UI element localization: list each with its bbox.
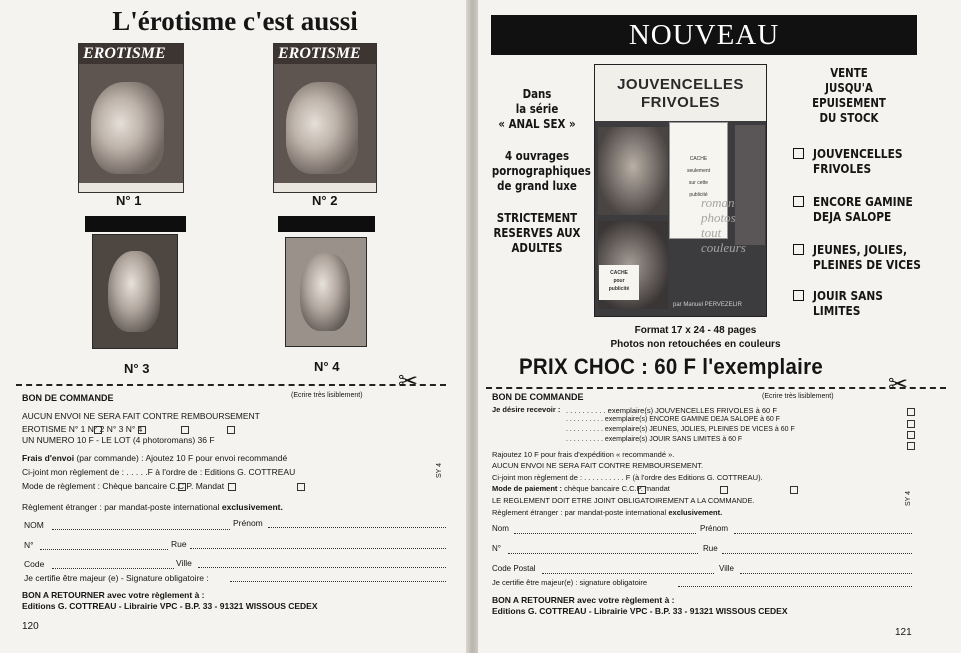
code-field[interactable] (52, 560, 174, 569)
order-checkbox-1[interactable] (907, 408, 915, 416)
foreign-payment-line (22, 502, 283, 512)
order-form-hint: (Ecrire très lisiblement) (762, 393, 834, 400)
checkbox-issue-2[interactable] (138, 426, 146, 434)
shipping-line (22, 453, 287, 463)
right-page (478, 0, 961, 653)
ville-label: Ville (176, 558, 192, 568)
checkbox-issue-4[interactable] (227, 426, 235, 434)
nouveau-banner: NOUVEAU (491, 15, 917, 55)
cover-strip (79, 183, 183, 192)
numero-field[interactable] (40, 541, 168, 550)
shipping-text: (par commande) : Ajoutez 10 F pour envoi recommandé (76, 453, 288, 463)
cut-line (16, 384, 446, 386)
book-cover (594, 64, 767, 317)
rue-field[interactable] (190, 540, 446, 549)
rue-field[interactable] (722, 545, 912, 554)
payment-mode-line: Mode de règlement : Chèque bancaire C.C.P. Mandat (22, 481, 225, 491)
redaction-bar (278, 216, 375, 232)
payment-mode-options: chèque bancaire C.C.P. mandat (564, 484, 670, 493)
return-address-line2: Editions G. COTTREAU - Librairie VPC - B.P. 33 - 91321 WISSOUS CEDEX (492, 606, 788, 616)
certify-label: Je certifie être majeur (e) - Signature obligatoire : (24, 573, 209, 583)
series-pitch: Dans la série « ANAL SEX » (498, 86, 576, 131)
order-checkbox-4[interactable] (907, 442, 915, 450)
cover-erotisme-1 (78, 43, 184, 193)
page-number: 121 (895, 627, 912, 638)
checkbox-ccp[interactable] (720, 486, 728, 494)
works-pitch: 4 ouvrages pornographiques de grand luxe (491, 148, 591, 193)
choice-checkbox[interactable] (793, 290, 804, 301)
rue-label: Rue (703, 544, 718, 553)
cache-sticker: CACHE seulement sur cette publicité (669, 122, 728, 239)
side-code: SY 4 (436, 462, 443, 478)
prenom-field[interactable] (734, 525, 912, 534)
no-cod-notice: AUCUN ENVOI NE SERA FAIT CONTRE REMBOURSEMENT. (492, 461, 704, 470)
wish-label: Je désire recevoir : (492, 405, 561, 414)
cover-photo (91, 82, 164, 174)
attached-payment-line: Ci-joint mon règlement de : . . . . . . . . . . F (à l'ordre des Editions G. COTTREAU). (492, 473, 763, 482)
cover-photo (286, 82, 357, 174)
code-label: Code (24, 559, 45, 569)
photos-note: Photos non retouchées en couleurs (610, 339, 781, 350)
cover-band: EROTISME (79, 44, 183, 64)
order-form-heading: BON DE COMMANDE (22, 393, 114, 403)
book-title (595, 65, 766, 121)
order-line-2: . . . . . . . . . . exemplaire(s) ENCORE GAMINE DEJA SALOPE à 60 F (566, 416, 780, 423)
signature-field[interactable] (230, 573, 446, 582)
nom-label: NOM (24, 520, 44, 530)
scissors-icon: ✂ (888, 371, 909, 398)
return-address-line1: BON A RETOURNER avec votre règlement à : (22, 590, 205, 600)
photo-figure (108, 251, 160, 332)
nom-label: Nom (492, 524, 509, 533)
order-line-4: . . . . . . . . . . exemplaire(s) JOUIR SANS LIMITES à 60 F (566, 436, 743, 443)
ville-field[interactable] (740, 565, 912, 574)
format-line: Format 17 x 24 - 48 pages (634, 325, 757, 336)
code-label: Code Postal (492, 564, 536, 573)
certify-label: Je certifie être majeur(e) : signature obligatoire (492, 578, 648, 587)
choice-checkbox[interactable] (793, 196, 804, 207)
add-fee-line: Rajoutez 10 F pour frais d'expédition « recommandé ». (492, 450, 675, 459)
book-author: par Manuel PERVEZELIR (673, 302, 742, 308)
checkbox-mandat[interactable] (297, 483, 305, 491)
nom-field[interactable] (52, 521, 230, 530)
cover-strip (274, 183, 376, 192)
left-page (0, 0, 472, 653)
left-page-title: L'érotisme c'est aussi (112, 6, 358, 36)
cover-erotisme-2 (273, 43, 377, 193)
order-line-1: . . . . . . . . . . exemplaire(s) JOUVENCELLES FRIVOLES à 60 F (566, 406, 777, 415)
checkbox-ccp[interactable] (228, 483, 236, 491)
must-join-notice: LE REGLEMENT DOIT ETRE JOINT OBLIGATOIREMENT A LA COMMANDE. (492, 496, 755, 505)
shipping-label: Frais d'envoi (22, 453, 75, 463)
price-line: UN NUMERO 10 F - LE LOT (4 photoromans) 36 F (22, 435, 215, 445)
choice-label: ENCORE GAMINE DEJA SALOPE (813, 194, 913, 224)
photo-figure (300, 253, 350, 331)
numero-label: N° (492, 544, 501, 553)
book-cursive-text: roman photos tout couleurs (701, 195, 746, 255)
no-cod-notice: AUCUN ENVOI NE SERA FAIT CONTRE REMBOURSEMENT (22, 411, 260, 421)
scissors-icon: ✂ (398, 368, 419, 395)
prenom-field[interactable] (268, 519, 446, 528)
book-photo (598, 127, 668, 215)
photoroman-3 (92, 234, 178, 349)
photo-number-4: N° 4 (314, 359, 340, 374)
book-title-line1: JOUVENCELLES (617, 76, 744, 93)
issue-checkboxes (22, 424, 142, 434)
code-field[interactable] (542, 565, 714, 574)
return-address-line1: BON A RETOURNER avec votre règlement à : (492, 595, 675, 605)
order-line-3: . . . . . . . . . . exemplaire(s) JEUNES, JOLIES, PLEINES DE VICES à 60 F (566, 426, 795, 433)
cover-band: EROTISME (274, 44, 376, 64)
checkbox-issue-3[interactable] (181, 426, 189, 434)
checkbox-cheque[interactable] (638, 486, 646, 494)
redaction-bar (85, 216, 186, 232)
signature-field[interactable] (678, 578, 912, 587)
foreign-payment-emphasis: exclusivement. (668, 508, 723, 517)
checkbox-cheque[interactable] (178, 483, 186, 491)
choice-checkbox[interactable] (793, 148, 804, 159)
cache-sticker-small: CACHE pour publicité (599, 265, 639, 300)
ville-field[interactable] (198, 559, 446, 568)
cover-number-2: N° 2 (312, 193, 338, 208)
prenom-label: Prénom (700, 524, 729, 533)
order-checkbox-2[interactable] (907, 420, 915, 428)
foreign-payment-emphasis: exclusivement. (221, 502, 283, 512)
photo-number-3: N° 3 (124, 361, 150, 376)
cut-line (486, 387, 946, 389)
page-number: 120 (22, 621, 39, 632)
foreign-payment-text: Règlement étranger : par mandat-poste international (22, 502, 220, 512)
prenom-label: Prénom (233, 518, 263, 528)
choice-checkbox[interactable] (793, 244, 804, 255)
adults-pitch: STRICTEMENT RESERVES AUX ADULTES (493, 210, 581, 255)
payment-mode-label: Mode de paiement : (492, 484, 563, 493)
numero-field[interactable] (508, 545, 698, 554)
photoroman-4 (285, 237, 367, 347)
attached-payment-line: Ci-joint mon règlement de : . . . . .F à l'ordre de : Editions G. COTTREAU (22, 467, 296, 477)
rue-label: Rue (171, 539, 187, 549)
side-code: SY 4 (905, 490, 912, 506)
choice-label: JOUIR SANS LIMITES (813, 288, 883, 318)
cover-number-1: N° 1 (116, 193, 142, 208)
foreign-payment-line (492, 508, 722, 517)
numero-label: N° (24, 540, 34, 550)
foreign-payment-text: Règlement étranger : par mandat-poste international (492, 508, 667, 517)
choice-label: JEUNES, JOLIES, PLEINES DE VICES (813, 242, 921, 272)
return-address-line2: Editions G. COTTREAU - Librairie VPC - B.P. 33 - 91321 WISSOUS CEDEX (22, 601, 318, 611)
order-form-heading: BON DE COMMANDE (492, 392, 584, 402)
book-title-line2: FRIVOLES (640, 94, 720, 111)
order-form-hint: (Ecrire très lisiblement) (291, 392, 363, 399)
ville-label: Ville (719, 564, 734, 573)
order-checkbox-3[interactable] (907, 431, 915, 439)
checkbox-mandat[interactable] (790, 486, 798, 494)
issue-checkbox-labels: EROTISME N° 1 N° 2 N° 3 N° 4 (22, 424, 143, 434)
nom-field[interactable] (514, 525, 696, 534)
checkbox-issue-1[interactable] (94, 426, 102, 434)
stock-notice: VENTE JUSQU'A EPUISEMENT DU STOCK (812, 65, 886, 125)
choice-label: JOUVENCELLES FRIVOLES (813, 146, 903, 176)
price-headline: PRIX CHOC : 60 F l'exemplaire (519, 354, 824, 379)
